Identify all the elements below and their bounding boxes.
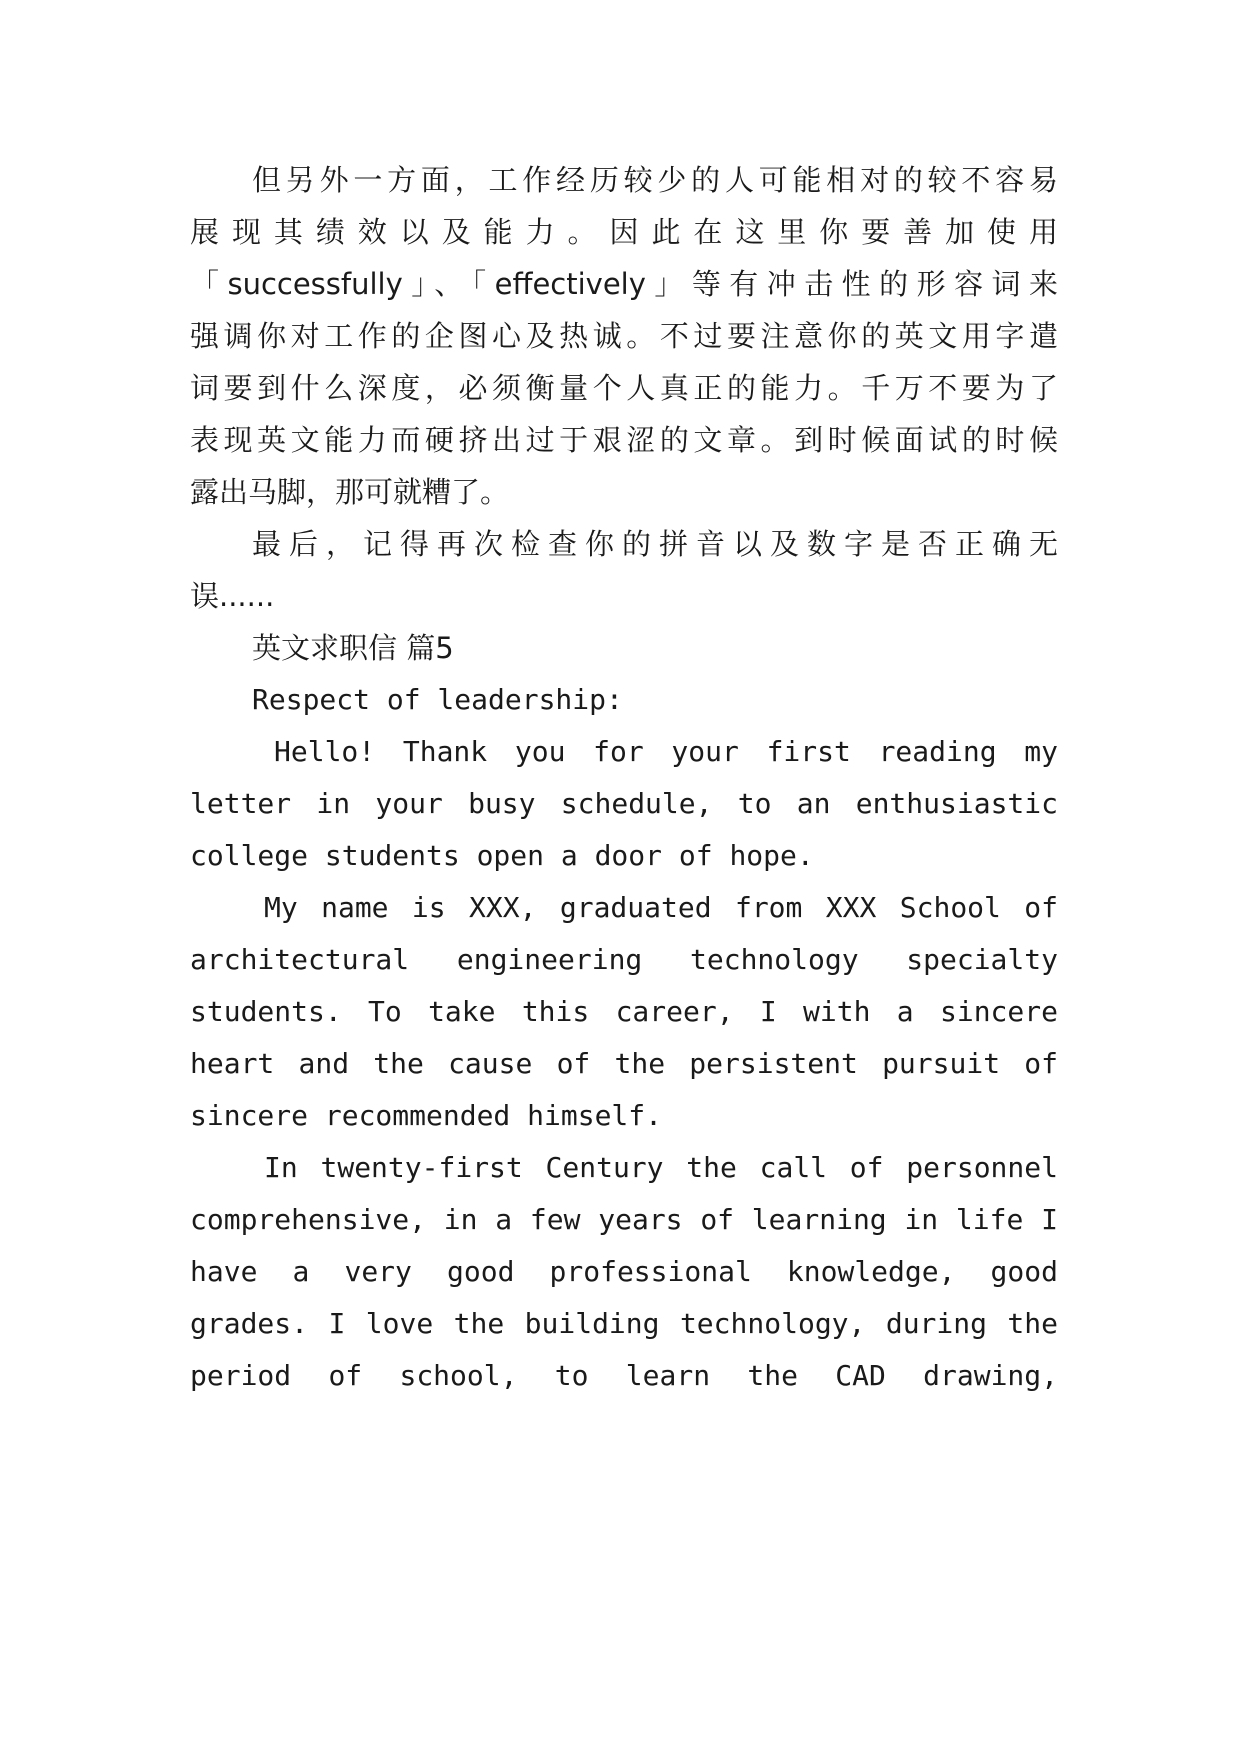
paragraph-line: architectural engineering technology specialty — [190, 943, 1058, 976]
paragraph-line: period of school, to learn the CAD drawing, — [190, 1359, 1058, 1392]
paragraph-line: 但另外一方面，工作经历较少的人可能相对的较不容易 — [252, 163, 1058, 197]
paragraph-line: 展现其绩效以及能力。因此在这里你要善加使用 — [190, 215, 1058, 249]
paragraph-line: My name is XXX, graduated from XXX School of — [264, 891, 1058, 924]
paragraph-line: 「successfully」、「effectively」等有冲击性的形容词来 — [190, 267, 1058, 301]
paragraph-line: letter in your busy schedule, to an enthusiastic — [190, 787, 1058, 820]
paragraph-line: 最后，记得再次检查你的拼音以及数字是否正确无 — [252, 527, 1058, 561]
paragraph-line: students. To take this career, I with a sincere — [190, 995, 1058, 1028]
paragraph-line: 词要到什么深度，必须衡量个人真正的能力。千万不要为了 — [190, 371, 1058, 405]
paragraph-line: comprehensive, in a few years of learning in life I — [190, 1203, 1058, 1236]
paragraph-line: In twenty-first Century the call of personnel — [264, 1151, 1058, 1184]
paragraph-line: heart and the cause of the persistent pursuit of — [190, 1047, 1058, 1080]
paragraph-line: grades. I love the building technology, during the — [190, 1307, 1058, 1340]
paragraph-line: 表现英文能力而硬挤出过于艰涩的文章。到时候面试的时候 — [190, 423, 1058, 457]
salutation: Respect of leadership: — [252, 683, 623, 716]
paragraph-line: Hello! Thank you for your first reading my — [274, 735, 1058, 768]
paragraph-line: 误...... — [190, 579, 275, 613]
paragraph-line: sincere recommended himself. — [190, 1099, 663, 1132]
paragraph-line: college students open a door of hope. — [190, 839, 814, 872]
paragraph-line: 强调你对工作的企图心及热诚。不过要注意你的英文用字遣 — [190, 319, 1058, 353]
section-heading: 英文求职信 篇5 — [252, 631, 454, 665]
paragraph-line: 露出马脚，那可就糟了。 — [190, 475, 510, 509]
paragraph-line: have a very good professional knowledge, good — [190, 1255, 1058, 1288]
